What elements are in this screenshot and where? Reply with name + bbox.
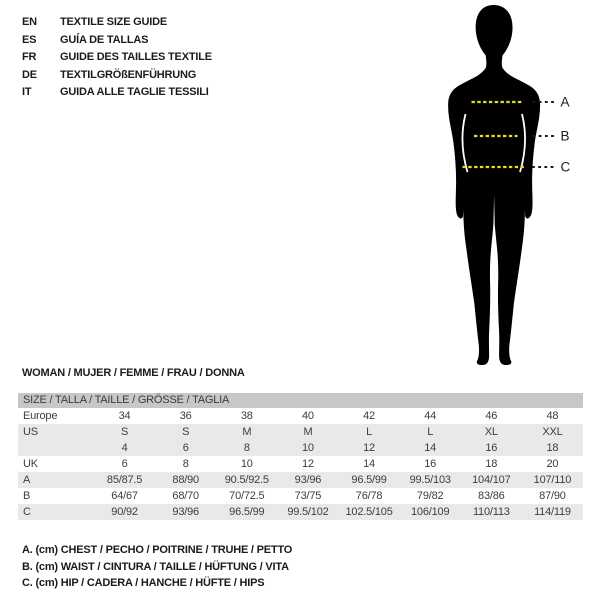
language-label: TEXTILE SIZE GUIDE <box>60 16 168 28</box>
language-row-es <box>22 32 212 50</box>
size-table-cell: 88/90 <box>172 474 199 486</box>
section-title: WOMAN / MUJER / FEMME / FRAU / DONNA <box>22 367 245 379</box>
language-code: FR <box>22 51 37 64</box>
size-table-header: SIZE / TALLA / TAILLE / GRÖSSE / TAGLIA <box>18 393 583 408</box>
size-table-cell: 12 <box>363 442 375 454</box>
marker-label-c: C <box>560 159 571 175</box>
size-table-cell: 110/113 <box>472 506 510 518</box>
legend-line-hip: C. (cm) HIP / CADERA / HANCHE / HÜFTE / HIPS <box>22 577 265 589</box>
size-table-cell: 14 <box>363 458 375 470</box>
size-table-cell: 20 <box>546 458 559 470</box>
size-table-cell: L <box>427 426 434 438</box>
size-table-row <box>18 408 583 424</box>
size-table-cell: 87/90 <box>539 490 566 502</box>
size-table-cell: 96.5/99 <box>351 474 387 486</box>
size-table-cell: 34 <box>118 410 131 422</box>
size-table-cell: 76/78 <box>355 490 383 502</box>
size-table-cell: 16 <box>485 442 498 454</box>
language-label: GUIDA ALLE TAGLIE TESSILI <box>60 86 209 99</box>
size-table-cell: S <box>120 426 129 438</box>
language-row-en <box>22 14 212 32</box>
size-table-cell: 46 <box>485 410 498 422</box>
measurement-figure <box>440 0 600 375</box>
size-table-row-label: B <box>23 490 31 502</box>
size-table-cell: 16 <box>424 458 437 470</box>
measurement-legend <box>22 542 292 592</box>
size-table-row-label: US <box>23 426 38 438</box>
size-table-cell: 106/109 <box>411 506 450 518</box>
size-table-cell: 10 <box>302 442 314 454</box>
language-code: DE <box>22 68 37 81</box>
size-table-row-label: UK <box>23 458 38 470</box>
size-table-cell: 114/119 <box>534 506 571 518</box>
size-table-cell: 4 <box>121 442 128 454</box>
size-table-row-label: A <box>23 474 31 486</box>
size-table-cell: 12 <box>302 458 314 470</box>
size-table-row <box>18 456 583 472</box>
size-table-row-label: C <box>23 506 31 518</box>
size-table-row <box>18 472 583 488</box>
size-table-cell: 83/86 <box>478 490 505 502</box>
size-table-cell: XXL <box>542 426 563 438</box>
language-code: EN <box>22 16 37 28</box>
marker-label-a: A <box>560 94 570 110</box>
size-table-cell: 79/82 <box>416 490 444 502</box>
size-table-cell: 36 <box>179 410 192 422</box>
size-table-row-label: Europe <box>23 410 58 422</box>
size-table-cell: 48 <box>546 410 559 422</box>
size-table-row-label <box>18 440 94 456</box>
size-table-cell: 104/107 <box>472 474 511 486</box>
size-table-cell: 42 <box>363 410 375 422</box>
language-list <box>22 14 212 102</box>
language-code: IT <box>22 86 32 99</box>
size-table-row <box>18 424 583 440</box>
size-table-row <box>18 488 583 504</box>
language-label: GUÍA DE TALLAS <box>60 33 149 46</box>
size-table-cell: 6 <box>121 458 128 470</box>
size-table-cell: 18 <box>546 442 559 454</box>
size-table-cell: M <box>242 426 252 438</box>
size-table-cell: M <box>303 426 313 438</box>
size-table-cell: 38 <box>240 410 253 422</box>
size-table-cell: XL <box>484 426 498 438</box>
size-table <box>18 393 583 520</box>
size-table-cell: 93/96 <box>294 474 322 486</box>
language-label: TEXTILGRÖßENFÜHRUNG <box>60 68 197 81</box>
woman-silhouette-svg <box>440 0 600 375</box>
language-row-it <box>22 84 212 102</box>
size-table-cell: 102.5/105 <box>345 506 393 518</box>
size-table-cell: S <box>182 426 190 438</box>
size-table-row <box>18 504 583 520</box>
size-table-cell: 96.5/99 <box>229 506 265 518</box>
size-table-cell: 93/96 <box>172 506 199 518</box>
size-table-cell: 44 <box>424 410 437 422</box>
size-table-cell: 14 <box>424 442 437 454</box>
size-table-cell: 90.5/92.5 <box>224 474 269 486</box>
size-table-cell: 18 <box>485 458 498 470</box>
legend-line-waist: B. (cm) WAIST / CINTURA / TAILLE / HÜFTUNG / VITA <box>22 560 289 573</box>
marker-label-b: B <box>560 128 570 144</box>
size-table-cell: 99.5/102 <box>287 506 329 518</box>
size-table-cell: 40 <box>302 410 314 422</box>
language-row-fr <box>22 49 212 67</box>
size-table-cell: L <box>366 426 373 438</box>
size-table-cell: 85/87.5 <box>106 474 143 486</box>
size-table-row <box>18 440 583 456</box>
size-table-cell: 73/75 <box>294 490 322 502</box>
size-table-cell: 99.5/103 <box>409 474 451 486</box>
woman-silhouette <box>448 5 540 365</box>
legend-line-chest: A. (cm) CHEST / PECHO / POITRINE / TRUHE / PETTO <box>22 544 293 556</box>
size-table-cell: 8 <box>182 458 189 470</box>
size-table-cell: 70/72.5 <box>229 490 265 502</box>
size-table-cell: 68/70 <box>172 490 199 502</box>
size-table-cell: 64/67 <box>111 490 138 502</box>
size-table-cell: 90/92 <box>111 506 138 518</box>
language-code: ES <box>22 33 37 46</box>
size-table-wrap <box>18 393 583 520</box>
language-row-de <box>22 67 212 85</box>
size-table-cell: 107/110 <box>533 474 572 486</box>
size-table-cell: 8 <box>243 442 250 454</box>
language-label: GUIDE DES TAILLES TEXTILE <box>60 51 212 64</box>
size-table-header-row <box>18 393 583 408</box>
size-table-cell: 6 <box>182 442 189 454</box>
size-table-cell: 10 <box>240 458 253 470</box>
